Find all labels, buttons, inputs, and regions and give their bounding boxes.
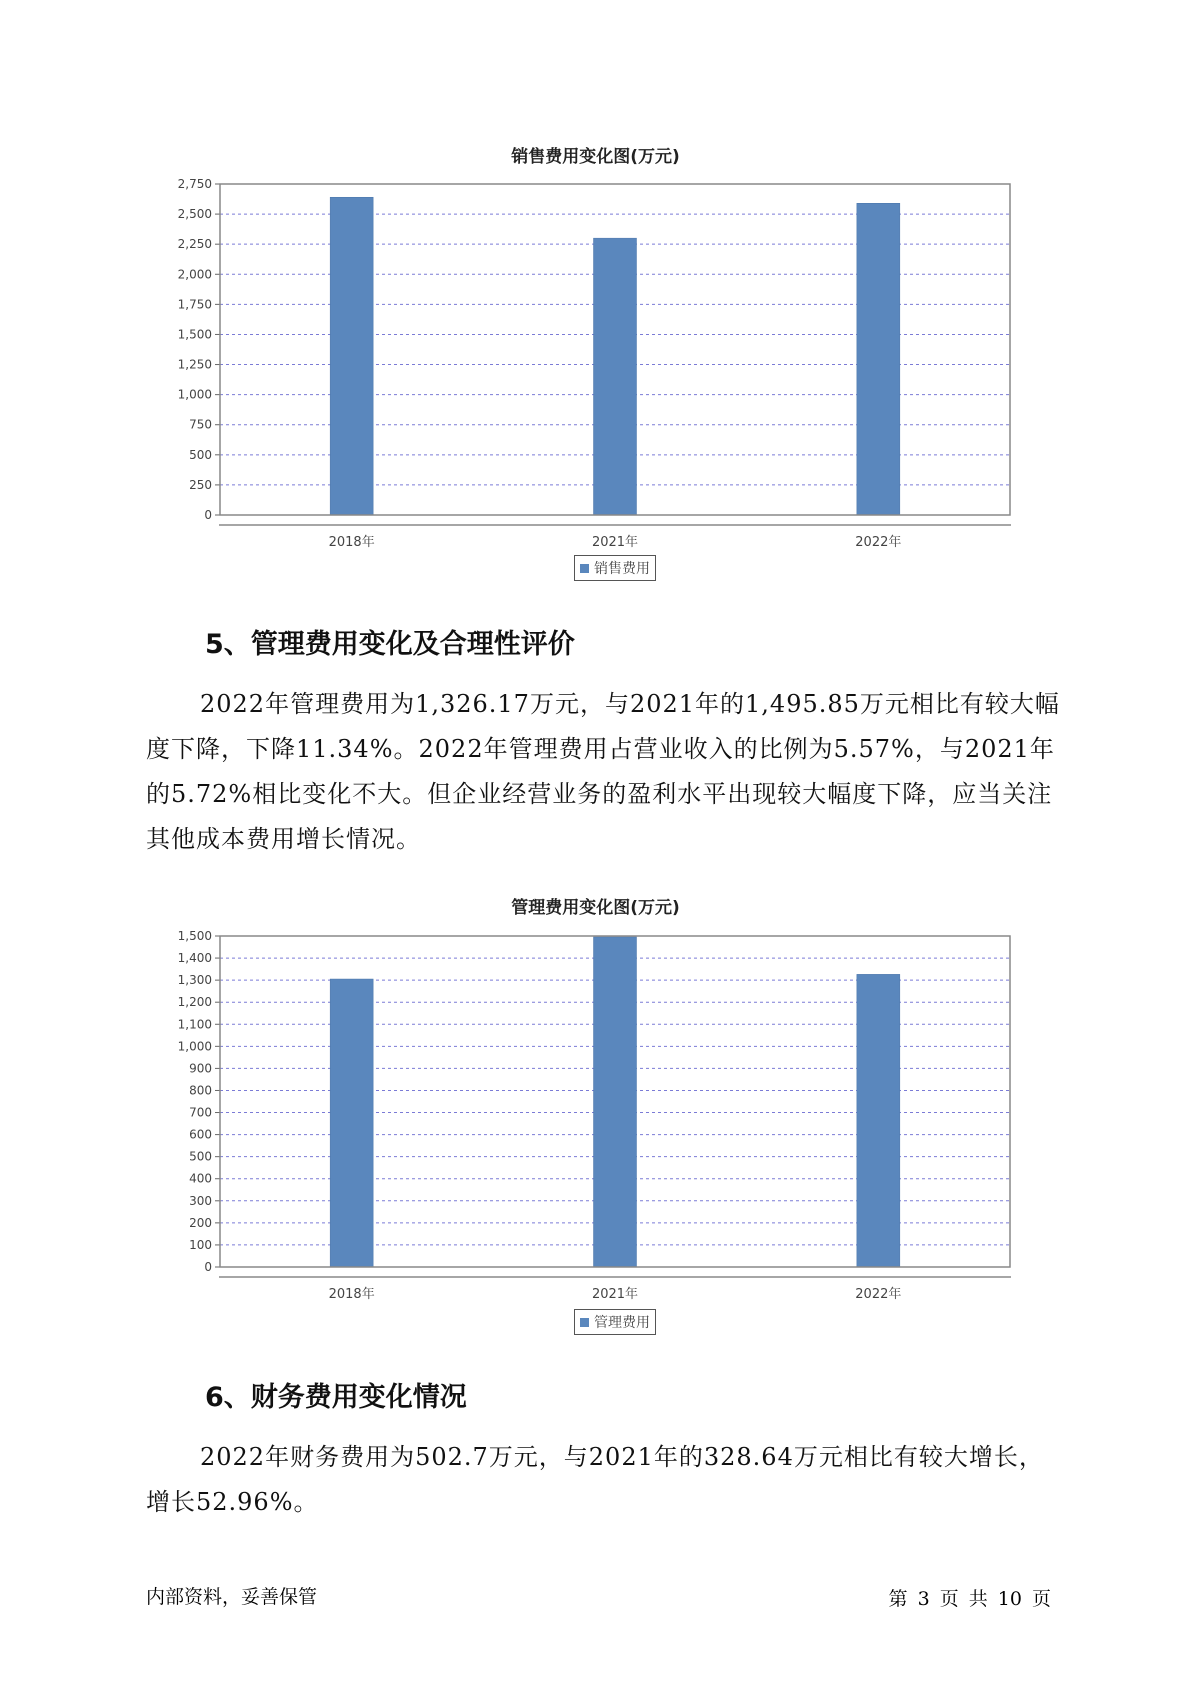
footer-page-number: 第 3 页 共 10 页 — [888, 1588, 1051, 1610]
bar-2021年 — [594, 937, 637, 1267]
section6-heading: 6、财务费用变化情况 — [205, 1382, 467, 1413]
y-tick-label: 1,500 — [177, 929, 212, 943]
y-tick-label: 250 — [189, 477, 212, 492]
y-tick-label: 1,400 — [177, 951, 212, 966]
chart2-legend-label: 管理费用 — [594, 1315, 650, 1331]
bar-2022年 — [857, 974, 900, 1267]
y-tick-label: 700 — [189, 1105, 212, 1120]
chart1-legend — [574, 555, 656, 581]
y-tick-label: 1,300 — [177, 973, 212, 988]
y-tick-label: 500 — [189, 1149, 212, 1164]
y-tick-label: 200 — [189, 1215, 212, 1230]
x-tick-label: 2022年 — [855, 535, 902, 550]
y-tick-label: 1,000 — [177, 1039, 212, 1054]
y-tick-label: 1,250 — [177, 357, 212, 372]
y-tick-label: 400 — [189, 1171, 212, 1186]
chart2-plot — [140, 912, 1020, 1302]
x-tick-label: 2022年 — [855, 1287, 902, 1302]
bar-2018年 — [330, 197, 373, 515]
y-tick-label: 2,000 — [177, 267, 212, 282]
footer-confidential-note: 内部资料，妥善保管 — [146, 1586, 318, 1608]
bar-2021年 — [594, 238, 637, 515]
y-tick-label: 100 — [189, 1237, 212, 1252]
chart1-plot — [140, 160, 1020, 550]
chart1-legend-label: 销售费用 — [594, 561, 650, 577]
y-tick-label: 1,200 — [177, 995, 212, 1010]
legend-swatch — [580, 564, 589, 573]
section5-paragraph: 2022年管理费用为1,326.17万元，与2021年的1,495.85万元相比有较大幅度下降，下降11.34%。2022年管理费用占营业收入的比例为5.57%，与2021年的5.72%相比变化不大。但企业经营业务的盈利水平出现较大幅度下降，应当关注其他成本费用增长情况。 — [146, 690, 1060, 853]
chart2-legend — [574, 1309, 656, 1335]
y-tick-label: 2,750 — [177, 177, 212, 191]
y-tick-label: 300 — [189, 1193, 212, 1208]
y-tick-label: 0 — [204, 1260, 212, 1274]
x-tick-label: 2018年 — [328, 535, 375, 550]
x-tick-label: 2021年 — [591, 535, 639, 550]
x-tick-label: 2018年 — [328, 1287, 375, 1302]
y-tick-label: 500 — [189, 447, 212, 462]
x-tick-label: 2021年 — [591, 1287, 639, 1302]
y-tick-label: 2,500 — [177, 207, 212, 222]
legend-swatch — [580, 1318, 589, 1327]
y-tick-label: 0 — [204, 508, 212, 522]
y-tick-label: 800 — [189, 1083, 212, 1098]
y-tick-label: 750 — [189, 417, 212, 432]
section5-heading: 5、管理费用变化及合理性评价 — [205, 629, 575, 660]
y-tick-label: 1,750 — [177, 297, 212, 312]
y-tick-label: 1,000 — [177, 387, 212, 402]
section6-paragraph: 2022年财务费用为502.7万元，与2021年的328.64万元相比有较大增长，增长52.96%。 — [146, 1443, 1044, 1516]
chart2-title: 管理费用变化图(万元) — [511, 898, 680, 918]
y-tick-label: 900 — [189, 1061, 212, 1076]
y-tick-label: 1,500 — [177, 327, 212, 342]
chart1-title: 销售费用变化图(万元) — [511, 147, 680, 167]
bar-2022年 — [857, 203, 900, 515]
y-tick-label: 1,100 — [177, 1017, 212, 1032]
bar-2018年 — [330, 979, 373, 1267]
y-tick-label: 600 — [189, 1127, 212, 1142]
y-tick-label: 2,250 — [177, 237, 212, 252]
